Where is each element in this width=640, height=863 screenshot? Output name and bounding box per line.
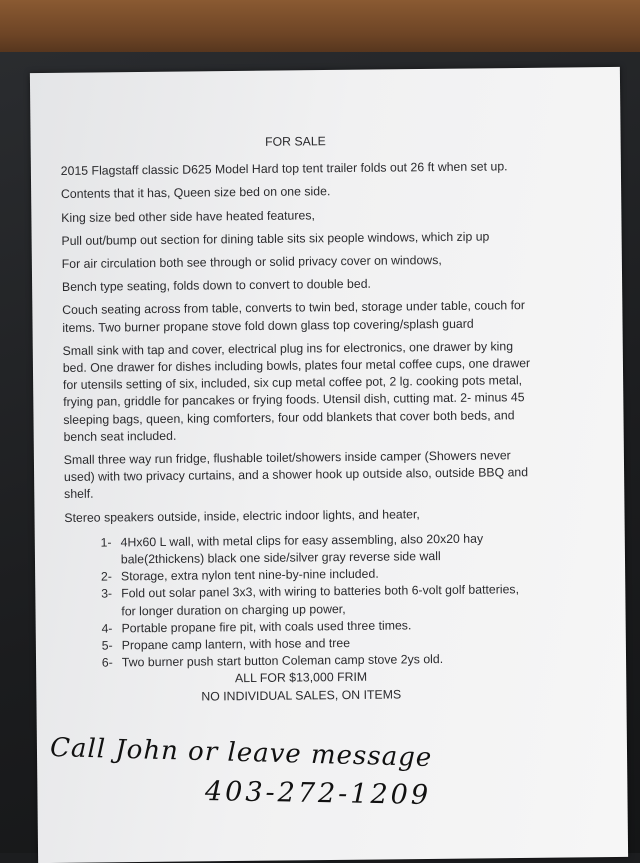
list-item-number: 1- [100, 535, 112, 550]
handwritten-phone-number: 403-272-1209 [204, 776, 432, 811]
list-item-number: 4- [101, 621, 113, 636]
document-title: FOR SALE [264, 134, 326, 149]
handwritten-contact-line: Call John or leave message [49, 733, 433, 773]
list-item-text: Portable propane fire pit, with coals used three times. [121, 618, 412, 636]
list-item-number: 3- [101, 586, 113, 602]
for-sale-document [60, 95, 536, 707]
included-items-list [65, 530, 536, 673]
list-item-number: 5- [101, 638, 113, 653]
list-item [101, 582, 535, 621]
list-item-text: Storage, extra nylon tent nine-by-nine included. [120, 566, 379, 584]
list-item-text: 4Hx60 L wall, with metal clips for easy assembling, also 20x20 hay bale(2thickens) black one side/silver gray reverse side wall [120, 531, 484, 567]
paragraph-couch-seating: Couch seating across from table, converts to twin bed, storage under table, couch for items. Two burner propane stove fold down glass top covering/splash guard [62, 298, 526, 335]
paragraph-air-circulation: For air circulation both see through or solid privacy cover on windows, [61, 253, 442, 272]
list-item [101, 530, 535, 569]
paragraph-king-bed: King size bed other side have heated features, [61, 207, 315, 225]
paragraph-bump-out: Pull out/bump out section for dining table sits six people windows, which zip up [61, 229, 490, 248]
list-item-number: 2- [100, 569, 113, 584]
price-line: ALL FOR $13,000 FRIM [234, 670, 368, 686]
paragraph-stereo: Stereo speakers outside, inside, electric indoor lights, and heater, [64, 506, 420, 525]
paragraph-model: 2015 Flagstaff classic D625 Model Hard top tent trailer folds out 26 ft when set up. [60, 159, 508, 179]
list-item-text: Two burner push start button Coleman camp stove 2ys old. [121, 652, 444, 670]
list-item-text: Fold out solar panel 3x3, with wiring to batteries both 6-volt golf batteries, for longer duration on charging up power, [121, 582, 520, 619]
paragraph-queen-bed: Contents that it has, Queen size bed on one side. [60, 184, 331, 202]
list-item-text: Propane camp lantern, with hose and tree [121, 636, 351, 653]
paragraph-fridge-toilet: Small three way run fridge, flushable toilet/showers inside camper (Showers never used) with two privacy curtains, and a shower hook up outside also, outside BBQ and shelf. [63, 448, 529, 502]
paragraph-sink-and-kitchen: Small sink with tap and cover, electrical plug ins for electronics, one drawer by king bed. One drawer for dishes including bowls, plates four metal coffee cups, one drawer for utensils setting of six, included, six cup metal coffee pot, 2 lg. cooking pots metal, frying pan, griddle for pancakes or frying foods. Utensil dish, cutting mat. 2- minus 45 sleeping bags, queen, king comforters, four odd blankets that cover both beds, and bench seat included. [62, 339, 531, 444]
no-individual-sales-note: NO INDIVIDUAL SALES, ON ITEMS [201, 687, 402, 704]
paragraph-bench-seating: Bench type seating, folds down to convert to double bed. [61, 276, 372, 295]
list-item-number: 6- [101, 655, 113, 670]
